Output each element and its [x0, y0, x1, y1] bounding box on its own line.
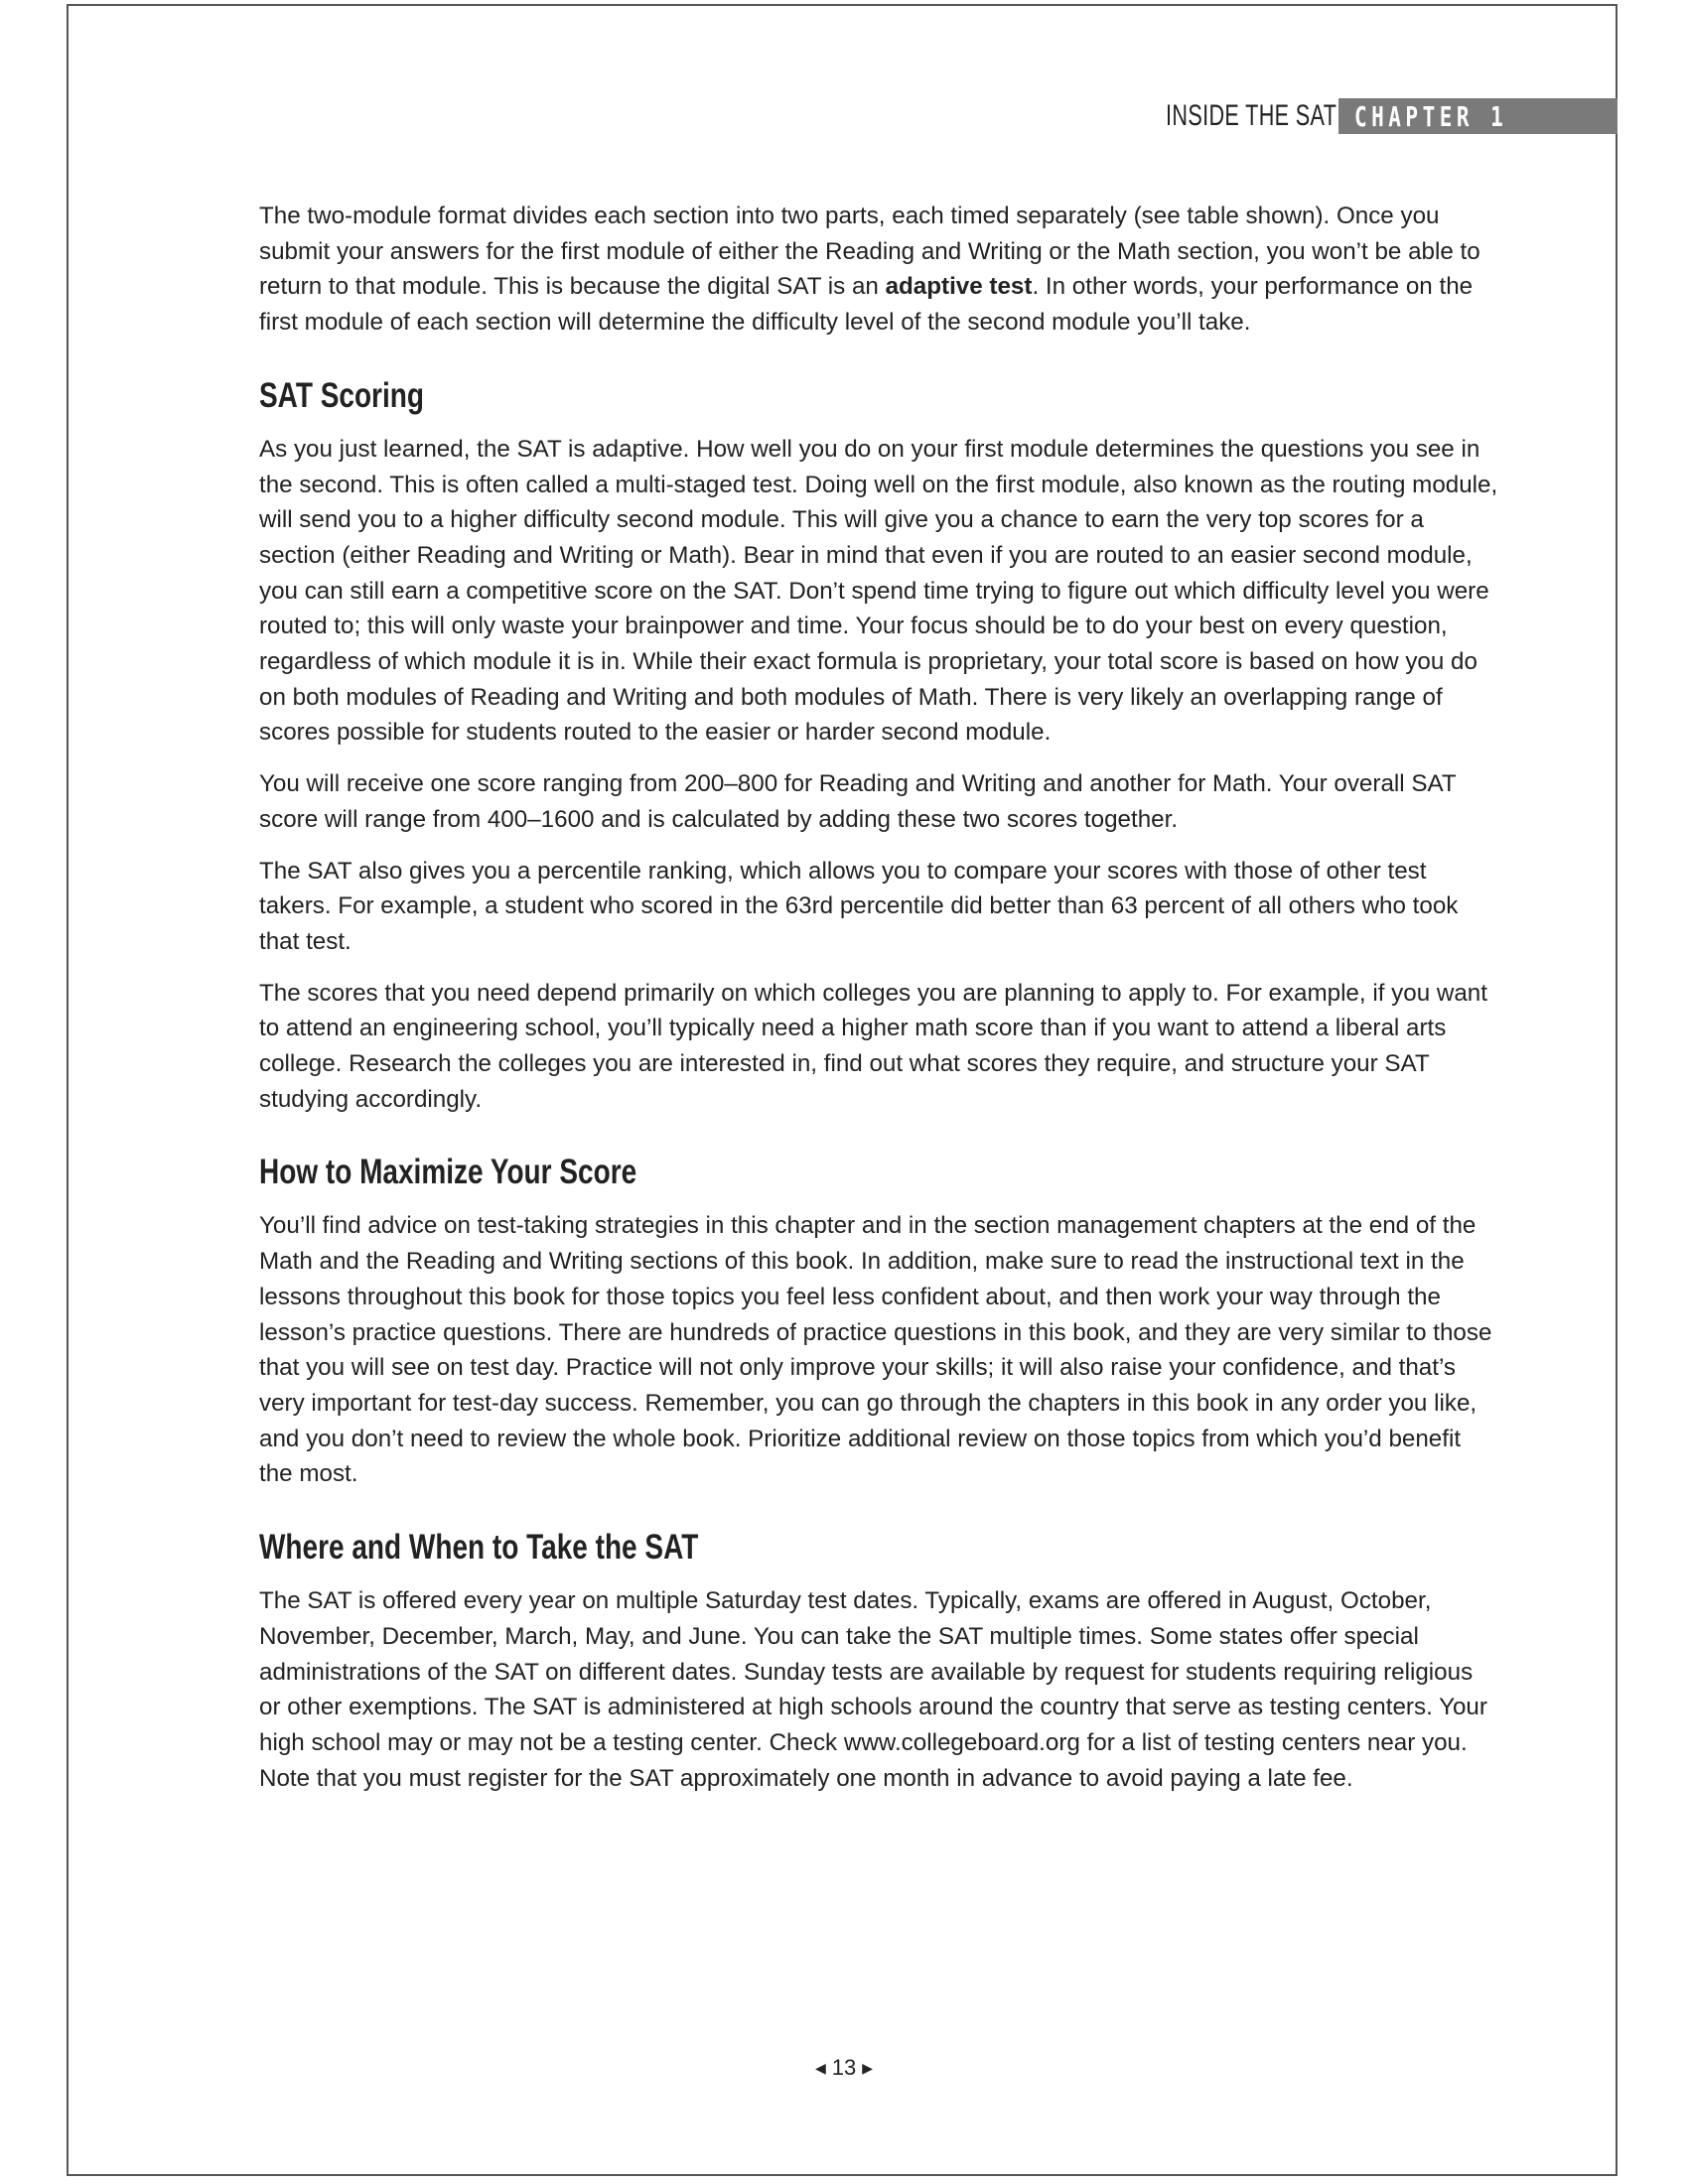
intro-paragraph: [259, 199, 1500, 341]
page-number: 13: [831, 2055, 857, 2080]
page-body: [259, 199, 1500, 1812]
scoring-paragraph-4: The scores that you need depend primarily on which colleges you are planning to apply to. For example, if you want to attend an engineering school, you’ll typically need a higher math score than if you want to attend a liberal arts college. Research the colleges you are interested in, find out what scores they require, and structure your SAT studying accordingly.: [259, 979, 1487, 1113]
page-folio: [0, 2055, 1688, 2081]
section-heading-maximize-score: How to Maximize Your Score: [259, 1153, 637, 1192]
intro-text-end: . In other words, your performance on the first module of each section will determine the difficulty level of the second module you’ll take.: [259, 273, 1474, 337]
section-heading-where-when: Where and When to Take the SAT: [259, 1528, 699, 1568]
section-heading-sat-scoring: SAT Scoring: [259, 375, 424, 415]
intro-text-start: The two-module format divides each section into two parts, each timed separately (see table shown). Once you submit your answers for the first module of either the Reading and Writing or the Math section, you won’t be able to return to that module. This is because the digital SAT is an: [259, 203, 1480, 301]
scoring-paragraph-2: You will receive one score ranging from 200–800 for Reading and Writing and another for Math. Your overall SAT score will range from 400–1600 and is calculated by adding these two scores together.: [259, 770, 1457, 833]
right-triangle-icon: ▶: [862, 2060, 874, 2076]
scoring-paragraph-3: The SAT also gives you a percentile ranking, which allows you to compare your scores with those of other test takers. For example, a student who scored in the 63rd percentile did better than 63 percent of all others who took that test.: [259, 857, 1459, 955]
scoring-paragraph-1: As you just learned, the SAT is adaptive. How well you do on your first module determines the questions you see in the second. This is often called a multi-staged test. Doing well on the first module, also known as the routing module, will send you to a higher difficulty second module. This will give you a chance to earn the very top scores for a section (either Reading and Writing or Math). Bear in mind that even if you are routed to an easier second module, you can still earn a competitive score on the SAT. Don’t spend time trying to figure out which difficulty level you were routed to; this will only waste your brainpower and time. Your focus should be to do your best on every question, regardless of which module it is in. While their exact formula is proprietary, your total score is based on how you do on both modules of Reading and Writing and both modules of Math. There is very likely an overlapping range of scores possible for students routed to the easier or harder second module.: [259, 435, 1498, 747]
maximize-paragraph-1: You’ll find advice on test-taking strategies in this chapter and in the section management chapters at the end of the Math and the Reading and Writing sections of this book. In addition, make sure to read the instructional text in the lessons throughout this book for those topics you feel less confident about, and then work your way through the lesson’s practice questions. There are hundreds of practice questions in this book, and they are very similar to those that you will see on test day. Practice will not only improve your skills; it will also raise your confidence, and that’s very important for test-day success. Remember, you can go through the chapters in this book in any order you like, and you don’t need to review the whole book. Prioritize additional review on those topics from which you’d benefit the most.: [259, 1212, 1492, 1488]
running-head-title: INSIDE THE SAT: [1165, 99, 1336, 132]
page-frame-bottom-border: [67, 2174, 1618, 2176]
running-head: [1099, 97, 1618, 135]
chapter-label: CHAPTER 1: [1354, 99, 1508, 133]
where-when-paragraph-1: The SAT is offered every year on multiple Saturday test dates. Typically, exams are offered in August, October, November, December, March, May, and June. You can take the SAT multiple times. Some states offer special administrations of the SAT on different dates. Sunday tests are available by request for students requiring religious or other exemptions. The SAT is administered at high schools around the country that serve as testing centers. Your high school may or may not be a testing center. Check www.collegeboard.org for a list of testing centers near you. Note that you must register for the SAT approximately one month in advance to avoid paying a late fee.: [259, 1587, 1487, 1792]
left-triangle-icon: ◀: [814, 2060, 826, 2076]
chapter-label-box: [1338, 98, 1618, 134]
intro-bold-term: adaptive test: [885, 273, 1033, 301]
